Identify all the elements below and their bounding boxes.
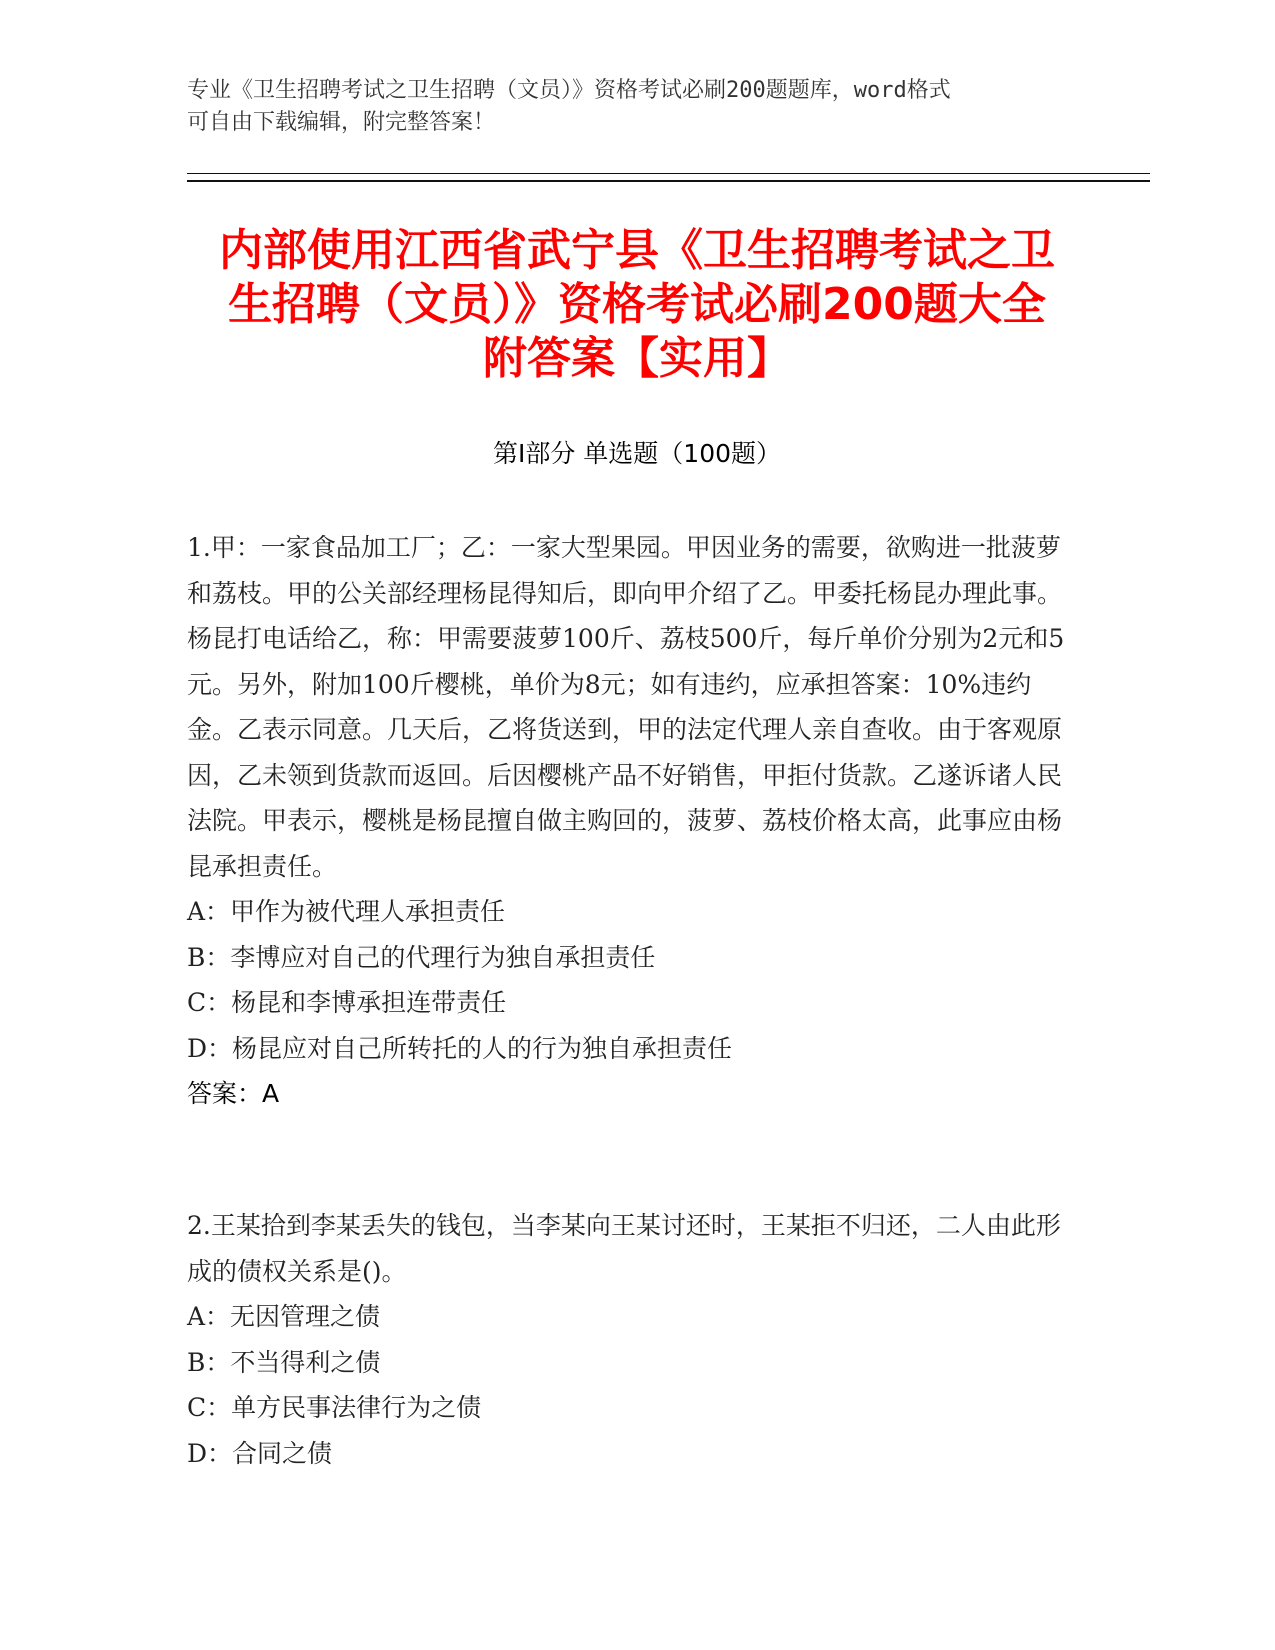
option-d: D：杨昆应对自己所转托的人的行为独自承担责任 [187,1033,733,1063]
header-note [187,75,1087,139]
title-line3: 附答案【实用】 [483,333,791,384]
option-a: A：甲作为被代理人承担责任 [187,897,506,926]
option-b: B：李博应对自己的代理行为独自承担责任 [187,942,656,972]
question-stem: 1.甲：一家食品加工厂；乙：一家大型果园。甲因业务的需要，欲购进一批菠萝和荔枝。甲的公关部经理杨昆得知后，即向甲介绍了乙。甲委托杨昆办理此事。杨昆打电话给乙，称：甲需要菠萝100斤、荔枝500斤，每斤单价分别为2元和5元。另外，附加100斤樱桃，单价为8元；如有违约，应承担答案：10%违约金。乙表示同意。几天后，乙将货送到，甲的法定代理人亲自查收。由于客观原因，乙未领到货款而返回。后因樱桃产品不好销售，甲拒付货款。乙遂诉诸人民法院。甲表示，樱桃是杨昆擅自做主购回的，菠萝、荔枝价格太高，此事应由杨昆承担责任。 [187,533,1065,881]
header-note-line2: 可自由下载编辑，附完整答案！ [187,110,496,135]
option-c: C：单方民事法律行为之债 [187,1393,482,1422]
section-heading: 第Ⅰ部分 单选题（100题） [492,439,782,468]
question-item [187,525,1067,1117]
header-note-line1: 专业《卫生招聘考试之卫生招聘（文员）》资格考试必刷200题题库，word格式 [187,78,951,103]
option-b: B：不当得利之债 [187,1347,381,1377]
header-divider-thin [187,173,1150,174]
title-line2: 生招聘（文员）》资格考试必刷200题大全 [228,279,1046,330]
option-c: C：杨昆和李博承担连带责任 [187,988,507,1017]
answer-label: 答案：A [187,1079,280,1108]
document-title [187,224,1087,386]
title-line1: 内部使用江西省武宁县《卫生招聘考试之卫 [219,225,1055,276]
question-item [187,1203,1067,1476]
question-stem: 2.王某拾到李某丢失的钱包，当李某向王某讨还时，王某拒不归还，二人由此形成的债权关系是()。 [187,1211,1061,1286]
header-divider-thick [187,180,1150,182]
option-d: D：合同之债 [187,1438,333,1468]
option-a: A：无因管理之债 [187,1302,381,1331]
